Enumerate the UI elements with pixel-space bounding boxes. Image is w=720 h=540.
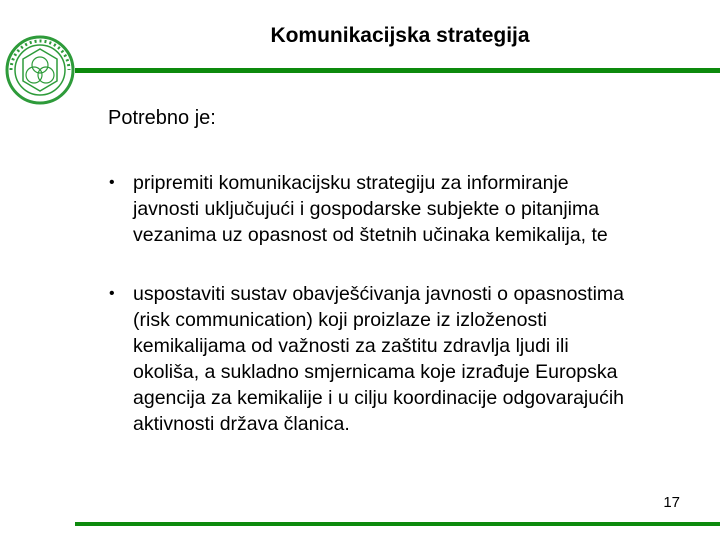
bullet-list xyxy=(107,170,707,470)
bullet-line: vezanima uz opasnost od štetnih učinaka kemikalija, te xyxy=(133,224,608,246)
bullet-line: agencija za kemikalije i u cilju koordinacije odgovarajućih xyxy=(133,387,625,409)
bullet-line: kemikalijama od važnosti za zaštitu zdravlja ljudi ili xyxy=(133,335,569,357)
bottom-divider xyxy=(75,522,720,526)
bullet-icon: • xyxy=(109,285,115,302)
bullet-item xyxy=(107,281,707,437)
bullet-icon: • xyxy=(109,174,115,191)
bullet-line: okoliša, a sukladno smjernicama koje izrađuje Europska xyxy=(133,361,618,383)
intro-text: Potrebno je: xyxy=(108,107,216,129)
bullet-line: aktivnosti država članica. xyxy=(133,413,350,435)
bullet-item xyxy=(107,170,707,248)
bullet-line: uspostaviti sustav obavješćivanja javnosti o opasnostima xyxy=(133,283,625,305)
slide-title: Komunikacijska strategija xyxy=(270,24,530,47)
top-divider xyxy=(75,68,720,73)
page-number: 17 xyxy=(663,494,680,511)
bullet-line: pripremiti komunikacijsku strategiju za informiranje xyxy=(133,172,569,194)
bullet-line: javnosti uključujući i gospodarske subjekte o pitanjima xyxy=(133,198,600,220)
institute-logo xyxy=(5,35,75,105)
bullet-line: (risk communication) koji proizlaze iz izloženosti xyxy=(133,309,547,331)
